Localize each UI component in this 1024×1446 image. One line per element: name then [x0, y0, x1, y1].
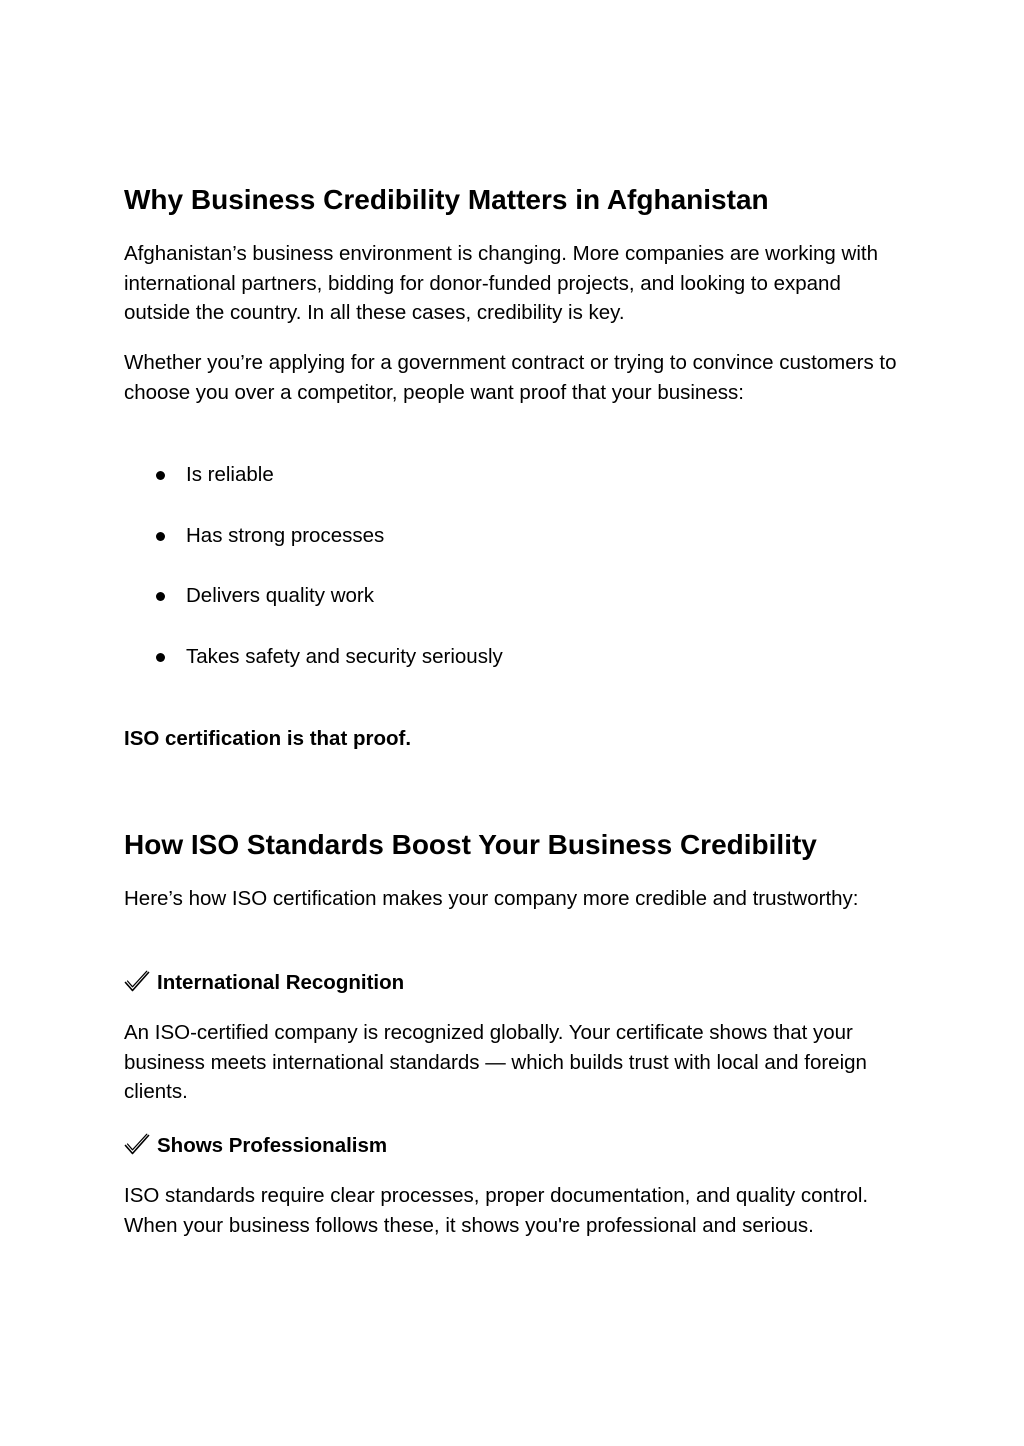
bullet-dot-icon	[156, 592, 165, 601]
bullet-dot-icon	[156, 532, 165, 541]
check-icon	[124, 970, 150, 994]
list-item-text: Takes safety and security seriously	[186, 644, 503, 668]
list-item-text: Delivers quality work	[186, 584, 374, 607]
bullet-dot-icon	[156, 653, 165, 662]
section1-heading: Why Business Credibility Matters in Afghanistan	[124, 184, 769, 215]
list-item-text: Has strong processes	[186, 523, 385, 547]
subheading-text: International Recognition	[157, 971, 405, 994]
section1-paragraph-2: Whether you’re applying for a government contract or trying to convince customers to choose you over a competitor, people want proof that your business:	[124, 351, 897, 404]
section2-heading: How ISO Standards Boost Your Business Credibility	[124, 829, 817, 860]
subheading-text: Shows Professionalism	[157, 1134, 388, 1157]
section2-intro: Here’s how ISO certification makes your company more credible and trustworthy:	[124, 887, 859, 910]
section1-conclusion: ISO certification is that proof.	[124, 727, 412, 750]
list-item-text: Is reliable	[186, 463, 274, 486]
international-recognition-paragraph: An ISO-certified company is recognized globally. Your certificate shows that your business meets international standards — which builds trust with local and foreign clients.	[124, 1021, 867, 1103]
check-icon	[124, 1133, 150, 1157]
shows-professionalism-paragraph: ISO standards require clear processes, proper documentation, and quality control. When your business follows these, it shows you're professional and serious.	[124, 1184, 869, 1237]
bullet-dot-icon	[156, 471, 165, 480]
section1-paragraph-1: Afghanistan’s business environment is changing. More companies are working with international partners, bidding for donor-funded projects, and looking to expand outside the country. In all these cases, credibility is key.	[124, 242, 878, 324]
